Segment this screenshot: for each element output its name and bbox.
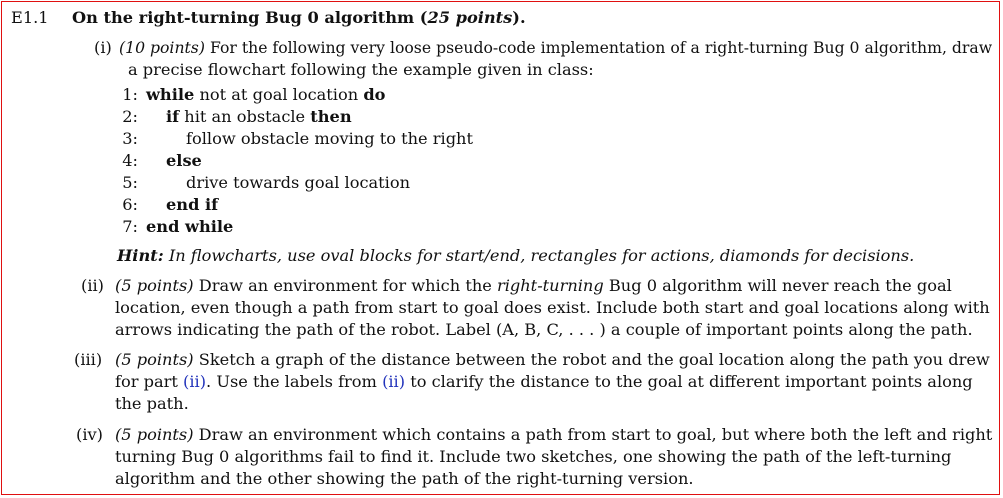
document-frame (1, 1, 1000, 495)
ref-part-ii-link[interactable]: (ii) (183, 372, 207, 391)
hint: Hint: In flowcharts, use oval blocks for start/end, rectangles for actions, diamonds for decisions. (117, 246, 915, 265)
part-iii-line3: the path. (115, 394, 189, 413)
part-ii-line3: arrows indicating the path of the robot. Label (A, B, C, . . . ) a couple of important points along the path. (115, 320, 973, 339)
code-line-number: 5: (122, 173, 138, 192)
part-iii-label: (iii) (74, 350, 103, 369)
code-line: end if (166, 195, 219, 214)
part-iv-line1: (5 points) Draw an environment which contains a path from start to goal, but where both the left and right (115, 425, 993, 444)
part-ii-label: (ii) (81, 276, 104, 295)
code-line-number: 3: (122, 129, 138, 148)
part-i-label: (i) (94, 38, 112, 57)
code-line: end while (146, 217, 234, 236)
code-line-number: 1: (122, 85, 138, 104)
part-i-line2: a precise flowchart following the example given in class: (128, 60, 594, 79)
part-ii-line2: location, even though a path from start to goal does exist. Include both start and goal locations along with (115, 298, 990, 317)
part-iv-label: (iv) (76, 425, 103, 444)
exercise-number: E1.1 (11, 8, 49, 27)
part-iii-line1: (5 points) Sketch a graph of the distance between the robot and the goal location along the path you drew (115, 350, 990, 369)
code-line: drive towards goal location (186, 173, 411, 192)
part-iv-line2: turning Bug 0 algorithms fail to find it. Include two sketches, one showing the path of the left-turning (115, 447, 952, 466)
part-i-line1: (10 points) For the following very loose pseudo-code implementation of a right-turning Bug 0 algorithm, draw (119, 38, 993, 57)
code-line-number: 2: (122, 107, 138, 126)
part-ii-line1: (5 points) Draw an environment for which the right-turning Bug 0 algorithm will never reach the goal (115, 276, 952, 295)
code-line: follow obstacle moving to the right (186, 129, 473, 148)
code-line-number: 6: (122, 195, 138, 214)
ref-part-ii-link[interactable]: (ii) (382, 372, 406, 391)
code-line: if hit an obstacle then (166, 107, 352, 126)
code-line-number: 4: (122, 151, 138, 170)
code-line: while not at goal location do (146, 85, 386, 104)
part-iv-line3: algorithm and the other showing the path of the right-turning version. (115, 469, 694, 488)
code-line-number: 7: (122, 217, 138, 236)
code-line: else (166, 151, 202, 170)
part-iii-line2: for part (ii). Use the labels from (ii) to clarify the distance to the goal at different important points along (115, 372, 973, 391)
exercise-title: On the right-turning Bug 0 algorithm (25 points). (72, 8, 526, 27)
